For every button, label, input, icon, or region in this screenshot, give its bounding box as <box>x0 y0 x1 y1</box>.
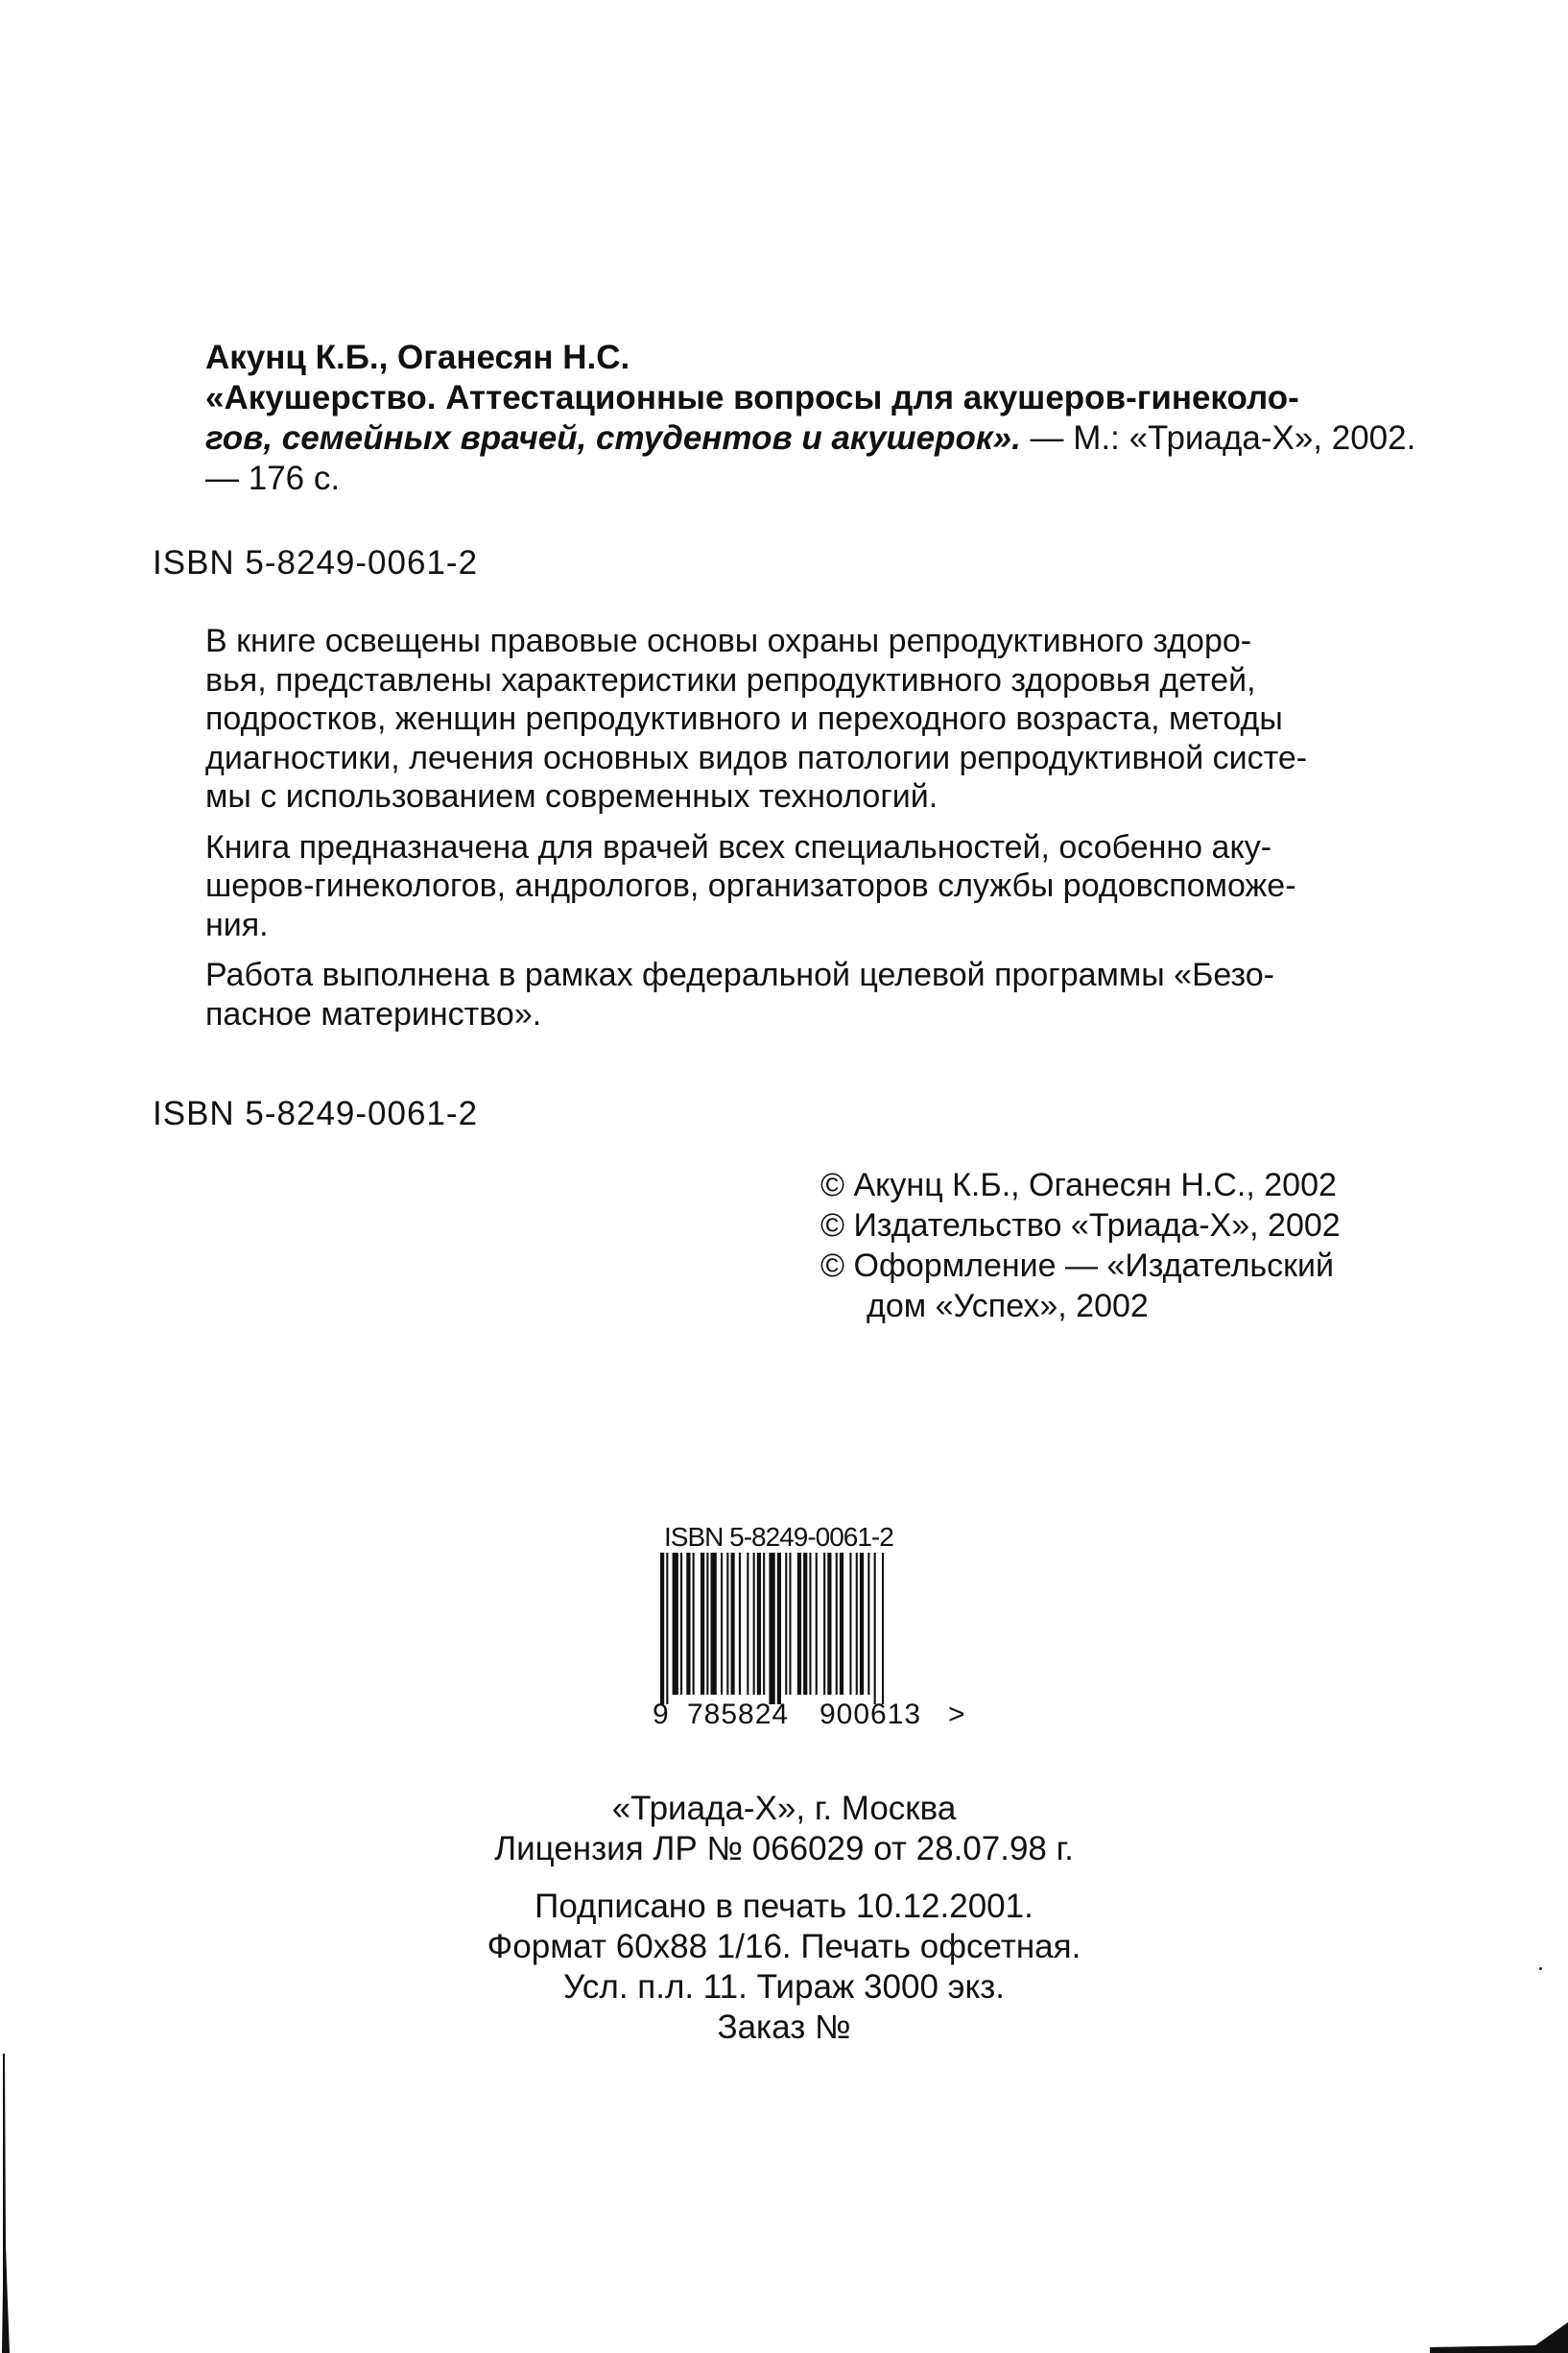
imprint-circulation: Усл. п.л. 11. Тираж 3000 экз. <box>563 1968 1005 2006</box>
barcode-bar <box>753 1553 755 1695</box>
publisher-info: — М.: «Триада-Х», 2002. <box>1020 419 1416 457</box>
imprint-publisher <box>0 1789 1568 1869</box>
abstract-line: ния. <box>205 906 269 943</box>
barcode-bar <box>785 1553 787 1695</box>
barcode-bar <box>680 1553 682 1695</box>
barcode-bar <box>874 1553 876 1704</box>
abstract-paragraph-1 <box>205 622 1414 817</box>
barcode-bar <box>660 1553 664 1704</box>
copyright-publisher: © Издательство «Триада-Х», 2002 <box>820 1207 1341 1244</box>
barcode-bar <box>777 1553 781 1704</box>
barcode-bar <box>827 1553 831 1695</box>
imprint-signed: Подписано в печать 10.12.2001. <box>535 1888 1033 1925</box>
copyright-design-cont: дом «Успех», 2002 <box>867 1288 1149 1324</box>
barcode-bar <box>797 1553 801 1695</box>
book-title-line-1: «Акушерство. Аттестационные вопросы для акушеров-гинеколо- <box>205 379 1299 416</box>
abstract-line: Работа выполнена в рамках федеральной целевой программы «Безо- <box>205 957 1274 993</box>
barcode-digits <box>653 1699 966 1731</box>
barcode-bar <box>686 1553 690 1695</box>
barcode-isbn-label: ISBN 5-8249-0061-2 <box>664 1522 893 1552</box>
barcode-bar <box>701 1553 704 1695</box>
barcode-bar <box>726 1553 728 1695</box>
barcode-bar <box>856 1553 858 1695</box>
barcode-bar <box>840 1553 843 1695</box>
barcode-bar <box>836 1553 838 1695</box>
barcode-bar <box>860 1553 864 1695</box>
barcode-bar <box>666 1553 668 1704</box>
imprint-order: Заказ № <box>717 2008 851 2046</box>
barcode-digits-right: 900613 <box>820 1699 922 1730</box>
imprint-license: Лицензия ЛР № 066029 от 28.07.98 г. <box>494 1830 1074 1867</box>
abstract-line: Книга предназначена для врачей всех специальностей, особенно аку- <box>205 828 1272 866</box>
abstract-line: В книге освещены правовые основы охраны репродуктивного здоро- <box>205 623 1252 659</box>
barcode-bar <box>809 1553 811 1695</box>
scan-dust-dot <box>1539 1967 1542 1970</box>
barcode-bar <box>721 1553 723 1695</box>
barcode-bar <box>739 1553 741 1695</box>
barcode-arrow: > <box>948 1699 966 1730</box>
abstract-line: шеров-гинекологов, андрологов, организаторов службы родовспоможе- <box>205 868 1296 904</box>
abstract <box>205 622 1414 1045</box>
abstract-line: мы с использованием современных технологий. <box>205 778 938 815</box>
imprint-publisher-city: «Триада-Х», г. Москва <box>611 1790 957 1827</box>
abstract-line: подростков, женщин репродуктивного и переходного возраста, методы <box>205 701 1283 737</box>
abstract-paragraph-3 <box>205 956 1414 1034</box>
barcode-bar <box>849 1553 851 1695</box>
barcode-bar <box>731 1553 735 1695</box>
barcode-bar <box>882 1553 884 1704</box>
barcode-bar <box>747 1553 748 1695</box>
barcode-bar <box>803 1553 807 1695</box>
barcode-bars-icon <box>653 1553 960 1704</box>
imprint-format: Формат 60x88 1/16. Печать офсетная. <box>487 1928 1081 1965</box>
barcode-bar <box>706 1553 708 1695</box>
copyright-authors: © Акунц К.Б., Оганесян Н.С., 2002 <box>820 1167 1337 1203</box>
authors: Акунц К.Б., Оганесян Н.С. <box>205 339 630 376</box>
abstract-line: диагностики, лечения основных видов патологии репродуктивной систе- <box>205 739 1308 776</box>
barcode-digits-left: 785824 <box>687 1699 790 1730</box>
book-title-line-2 <box>205 418 1414 459</box>
barcode-bar <box>673 1553 678 1695</box>
isbn-bottom: ISBN 5-8249-0061-2 <box>153 1095 479 1132</box>
barcode <box>653 1522 979 1752</box>
barcode-digit-first: 9 <box>653 1699 670 1730</box>
abstract-line: вья, представлены характеристики репродуктивного здоровья детей, <box>205 661 1256 699</box>
barcode-bar <box>693 1553 695 1695</box>
page-count: — 176 с. <box>205 460 341 497</box>
scan-corner-mark <box>1430 2322 1568 2353</box>
copyright-design: © Оформление — «Издательский <box>820 1248 1335 1284</box>
abstract-paragraph-2 <box>205 828 1414 945</box>
book-title-line-2-bold: гов, семейных врачей, студентов и акушерок». <box>205 419 1021 457</box>
imprint-print-details <box>0 1887 1568 2048</box>
barcode-bar <box>789 1553 791 1695</box>
bibliographic-record <box>205 338 1414 499</box>
abstract-line: пасное материнство». <box>205 995 542 1033</box>
barcode-bar <box>711 1553 717 1695</box>
barcode-bar <box>757 1553 761 1695</box>
isbn-top: ISBN 5-8249-0061-2 <box>153 544 479 582</box>
barcode-bar <box>816 1553 818 1695</box>
barcode-bar <box>763 1553 765 1695</box>
scan-edge-mark <box>0 2054 12 2353</box>
barcode-bar <box>867 1553 869 1695</box>
barcode-bar <box>769 1553 774 1704</box>
barcode-bar <box>823 1553 825 1695</box>
copyright-block <box>820 1165 1473 1326</box>
